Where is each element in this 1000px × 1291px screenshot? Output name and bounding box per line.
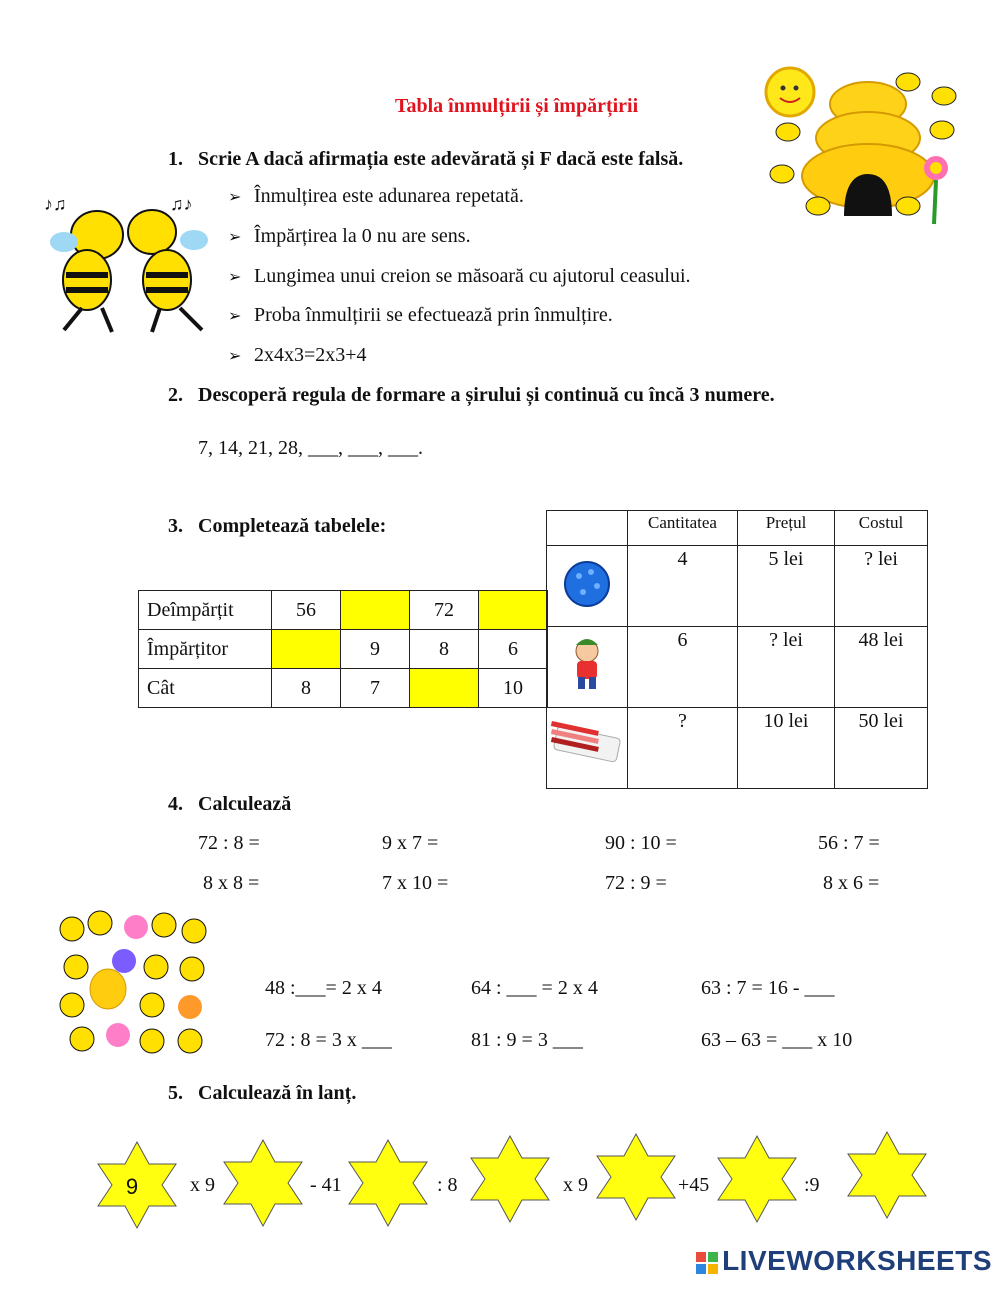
- arrow-bullet-icon: ➢: [228, 308, 242, 325]
- chain-operation: x 9: [563, 1174, 588, 1196]
- table-cell[interactable]: ? lei: [835, 546, 928, 627]
- calc-item[interactable]: 48 :___= 2 x 4: [265, 977, 382, 999]
- calc-item[interactable]: 8 x 8 =: [203, 872, 260, 894]
- table-cell: 4: [628, 546, 738, 627]
- question-4: [168, 793, 291, 816]
- doll-icon: [562, 633, 612, 693]
- answer-cell[interactable]: [272, 630, 341, 669]
- chain-operation: x 9: [190, 1174, 215, 1196]
- chain-operation: : 8: [437, 1174, 458, 1196]
- header-cell: [547, 511, 628, 546]
- q1-statement-list: [228, 185, 691, 384]
- table-cell[interactable]: ? lei: [738, 627, 835, 708]
- table-row: [547, 627, 928, 708]
- calc-item[interactable]: 90 : 10 =: [605, 832, 677, 854]
- answer-cell[interactable]: [341, 591, 410, 630]
- answer-cell[interactable]: [479, 591, 548, 630]
- question-text: Descoperă regula de formare a șirului și continuă cu încă 3 numere.: [198, 384, 775, 406]
- chain-star-answer[interactable]: [591, 1132, 681, 1222]
- chain-operation: - 41: [310, 1174, 342, 1196]
- calc-item[interactable]: 63 : 7 = 16 - ___: [701, 977, 835, 999]
- arrow-bullet-icon: ➢: [228, 189, 242, 206]
- calc-item[interactable]: 7 x 10 =: [382, 872, 449, 894]
- dancing-bees-illustration: [42, 180, 217, 340]
- row-label: Împărțitor: [139, 630, 272, 669]
- liveworksheets-icon: [696, 1252, 718, 1274]
- chain-star-answer[interactable]: [465, 1134, 555, 1224]
- arrow-bullet-icon: ➢: [228, 348, 242, 365]
- table-cell: 5 lei: [738, 546, 835, 627]
- table-cell: 6: [479, 630, 548, 669]
- table-row: [547, 546, 928, 627]
- question-text: Scrie A dacă afirmația este adevărată și F dacă este falsă.: [198, 148, 684, 170]
- table-row: [547, 708, 928, 789]
- chain-operation: +45: [678, 1174, 710, 1196]
- question-number: 4.: [168, 793, 183, 815]
- item-image-cell: [547, 708, 628, 789]
- list-item: ➢ Împărțirea la 0 nu are sens.: [228, 225, 471, 247]
- table-cell[interactable]: ?: [628, 708, 738, 789]
- list-item: ➢ Proba înmulțirii se efectuează prin înmulțire.: [228, 304, 613, 326]
- division-table: [138, 590, 548, 708]
- calc-item[interactable]: 9 x 7 =: [382, 832, 439, 854]
- calc-item[interactable]: 64 : ___ = 2 x 4: [471, 977, 598, 999]
- header-cell: Prețul: [738, 511, 835, 546]
- table-cell: 9: [341, 630, 410, 669]
- chain-operation: :9: [804, 1174, 820, 1196]
- price-table: [546, 510, 928, 789]
- markers-icon: [549, 718, 625, 768]
- blue-ball-icon: [557, 554, 617, 614]
- question-text: Calculează în lanț.: [198, 1082, 357, 1104]
- question-2: [168, 384, 775, 407]
- calc-item[interactable]: 72 : 8 =: [198, 832, 260, 854]
- list-item: ➢ Lungimea unui creion se măsoară cu ajutorul ceasului.: [228, 265, 691, 287]
- question-3: [168, 515, 386, 538]
- question-5: [168, 1082, 356, 1105]
- table-cell: 8: [272, 669, 341, 708]
- question-number: 2.: [168, 384, 183, 406]
- table-cell: 48 lei: [835, 627, 928, 708]
- bees-collage-illustration: [52, 905, 212, 1057]
- chain-star-start: [92, 1140, 182, 1230]
- table-cell: 10: [479, 669, 548, 708]
- chain-star-answer[interactable]: [218, 1138, 308, 1228]
- table-cell: 8: [410, 630, 479, 669]
- calc-item[interactable]: 56 : 7 =: [818, 832, 880, 854]
- list-item: ➢ Înmulțirea este adunarea repetată.: [228, 185, 524, 207]
- number-sequence[interactable]: 7, 14, 21, 28, ___, ___, ___.: [198, 437, 423, 459]
- header-cell: Cantitatea: [628, 511, 738, 546]
- table-header-row: [547, 511, 928, 546]
- page-title: Tabla înmulțirii și împărțirii: [395, 95, 639, 117]
- calc-item[interactable]: 72 : 8 = 3 x ___: [265, 1029, 392, 1051]
- row-label: Cât: [139, 669, 272, 708]
- table-row: [139, 630, 548, 669]
- question-number: 1.: [168, 148, 183, 170]
- question-text: Calculează: [198, 793, 292, 815]
- question-text: Completează tabelele:: [198, 515, 387, 537]
- beehive-illustration: [758, 66, 970, 228]
- chain-star-answer[interactable]: [343, 1138, 433, 1228]
- calc-item[interactable]: 63 – 63 = ___ x 10: [701, 1029, 853, 1051]
- calc-item[interactable]: 72 : 9 =: [605, 872, 667, 894]
- liveworksheets-logo[interactable]: [696, 1245, 992, 1277]
- svg-text:♫♪: ♫♪: [170, 194, 193, 214]
- table-cell: 50 lei: [835, 708, 928, 789]
- item-image-cell: [547, 546, 628, 627]
- table-row: [139, 591, 548, 630]
- chain-star-answer[interactable]: [842, 1130, 932, 1220]
- table-cell: 10 lei: [738, 708, 835, 789]
- arrow-bullet-icon: ➢: [228, 269, 242, 286]
- question-number: 5.: [168, 1082, 183, 1104]
- calc-item[interactable]: 81 : 9 = 3 ___: [471, 1029, 583, 1051]
- calc-item[interactable]: 8 x 6 =: [823, 872, 880, 894]
- question-number: 3.: [168, 515, 183, 537]
- table-cell: 6: [628, 627, 738, 708]
- row-label: Deîmpărțit: [139, 591, 272, 630]
- star-start-value: 9: [125, 1174, 139, 1199]
- logo-text: LIVEWORKSHEETS: [722, 1245, 992, 1276]
- table-cell: 7: [341, 669, 410, 708]
- answer-cell[interactable]: [410, 669, 479, 708]
- list-item: ➢ 2x4x3=2x3+4: [228, 344, 367, 366]
- table-cell: 56: [272, 591, 341, 630]
- chain-star-answer[interactable]: [712, 1134, 802, 1224]
- table-cell: 72: [410, 591, 479, 630]
- item-image-cell: [547, 627, 628, 708]
- question-1: [168, 148, 683, 171]
- svg-text:♪♫: ♪♫: [44, 194, 67, 214]
- header-cell: Costul: [835, 511, 928, 546]
- arrow-bullet-icon: ➢: [228, 229, 242, 246]
- table-row: [139, 669, 548, 708]
